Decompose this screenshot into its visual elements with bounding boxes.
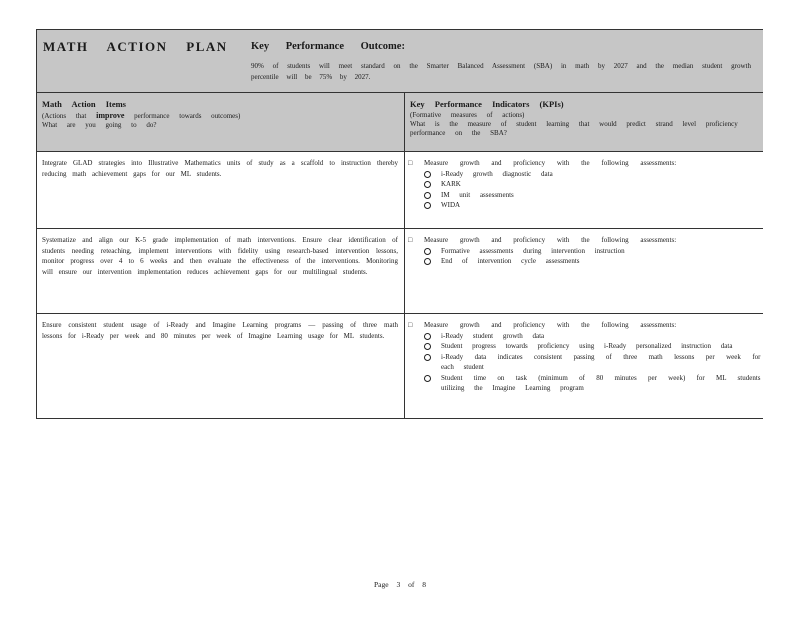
kpi-measure: Measure growth and proficiency with the following assessments: xyxy=(424,159,677,167)
hollow-circle-bullet-icon xyxy=(424,192,431,199)
hollow-circle-bullet-icon xyxy=(424,333,431,340)
hollow-circle-bullet-icon xyxy=(424,343,431,350)
hollow-circle-bullet-icon xyxy=(424,258,431,265)
right-column-header xyxy=(405,93,763,152)
hollow-circle-bullet-icon xyxy=(424,202,431,209)
list-item: Student progress towards proficiency using i-Ready personalized instruction data xyxy=(424,341,761,352)
list-item: KARK xyxy=(424,179,761,190)
hollow-circle-bullet-icon xyxy=(424,181,431,188)
action-item: Ensure consistent student usage of i-Ready and Imagine Learning programs — passing of three math lessons for i-Ready per week and 80 minutes per week of Imagine Learning usage for ML students. xyxy=(37,314,405,419)
left-column-subtitle xyxy=(42,111,404,130)
action-plan-sheet xyxy=(36,29,762,419)
left-column-header xyxy=(37,93,405,152)
list-item: Formative assessments during intervention instruction xyxy=(424,246,761,257)
title-banner xyxy=(37,30,763,93)
hollow-circle-bullet-icon xyxy=(424,354,431,361)
kpo-label: Key Performance Outcome: xyxy=(251,41,405,52)
list-item: i-Ready data indicates consistent passing of three math lessons per week for each student xyxy=(424,352,761,373)
list-item: i-Ready student growth data xyxy=(424,331,761,342)
square-bullet-icon: □ xyxy=(408,321,413,329)
left-sub-pre: (Actions that xyxy=(42,112,87,120)
hollow-circle-bullet-icon xyxy=(424,171,431,178)
right-column-heading: Key Performance Indicators (KPIs) xyxy=(410,99,564,109)
hollow-circle-bullet-icon xyxy=(424,375,431,382)
left-sub-bold: improve xyxy=(96,111,125,120)
table-row xyxy=(37,229,763,314)
kpo-description: 90% of students will meet standard on the Smarter Balanced Assessment (SBA) in math by 2027 and the median student growth percentile will be 75% by 2027. xyxy=(251,62,751,81)
table-row xyxy=(37,152,763,229)
list-item: i-Ready growth diagnostic data xyxy=(424,169,761,180)
page-number: Page 3 of 8 xyxy=(374,580,426,589)
square-bullet-icon: □ xyxy=(408,159,413,167)
kpi-measure: Measure growth and proficiency with the following assessments: xyxy=(424,236,677,244)
kpi-cell xyxy=(405,229,763,314)
left-sub-question: What are you going to do? xyxy=(42,121,157,129)
kpi-cell xyxy=(405,314,763,419)
square-bullet-icon: □ xyxy=(408,236,413,244)
kpi-measure: Measure growth and proficiency with the following assessments: xyxy=(424,321,677,329)
left-column-heading: Math Action Items xyxy=(42,99,126,109)
list-item: End of intervention cycle assessments xyxy=(424,256,761,267)
hollow-circle-bullet-icon xyxy=(424,248,431,255)
action-item: Systematize and align our K-5 grade implementation of math interventions. Ensure clear identification of students needing reteaching, implement interventions with fidelity using research-based intervention lessons, monitor progress over 4 to 6 weeks and then evaluate the effectiveness of the interventions. Monitoring will ensure our intervention implementation reduces achievement gaps for our multilingual students. xyxy=(37,229,405,314)
list-item: WIDA xyxy=(424,200,761,211)
action-plan-table xyxy=(36,29,763,419)
right-column-subtitle xyxy=(410,111,763,138)
right-sub-question: What is the measure of student learning that would predict strand level proficiency performance on the SBA? xyxy=(410,120,738,137)
action-item: Integrate GLAD strategies into Illustrative Mathematics units of study as a scaffold to instruction thereby reducing math achievement gaps for our ML students. xyxy=(37,152,405,229)
table-row xyxy=(37,314,763,419)
list-item: IM unit assessments xyxy=(424,190,761,201)
list-item: Student time on task (minimum of 80 minutes per week) for ML students utilizing the Imagine Learning program xyxy=(424,373,761,394)
kpi-cell xyxy=(405,152,763,229)
left-sub-post: performance towards outcomes) xyxy=(134,112,241,120)
right-sub: (Formative measures of actions) xyxy=(410,111,525,119)
page-title: MATH ACTION PLAN xyxy=(43,39,228,54)
